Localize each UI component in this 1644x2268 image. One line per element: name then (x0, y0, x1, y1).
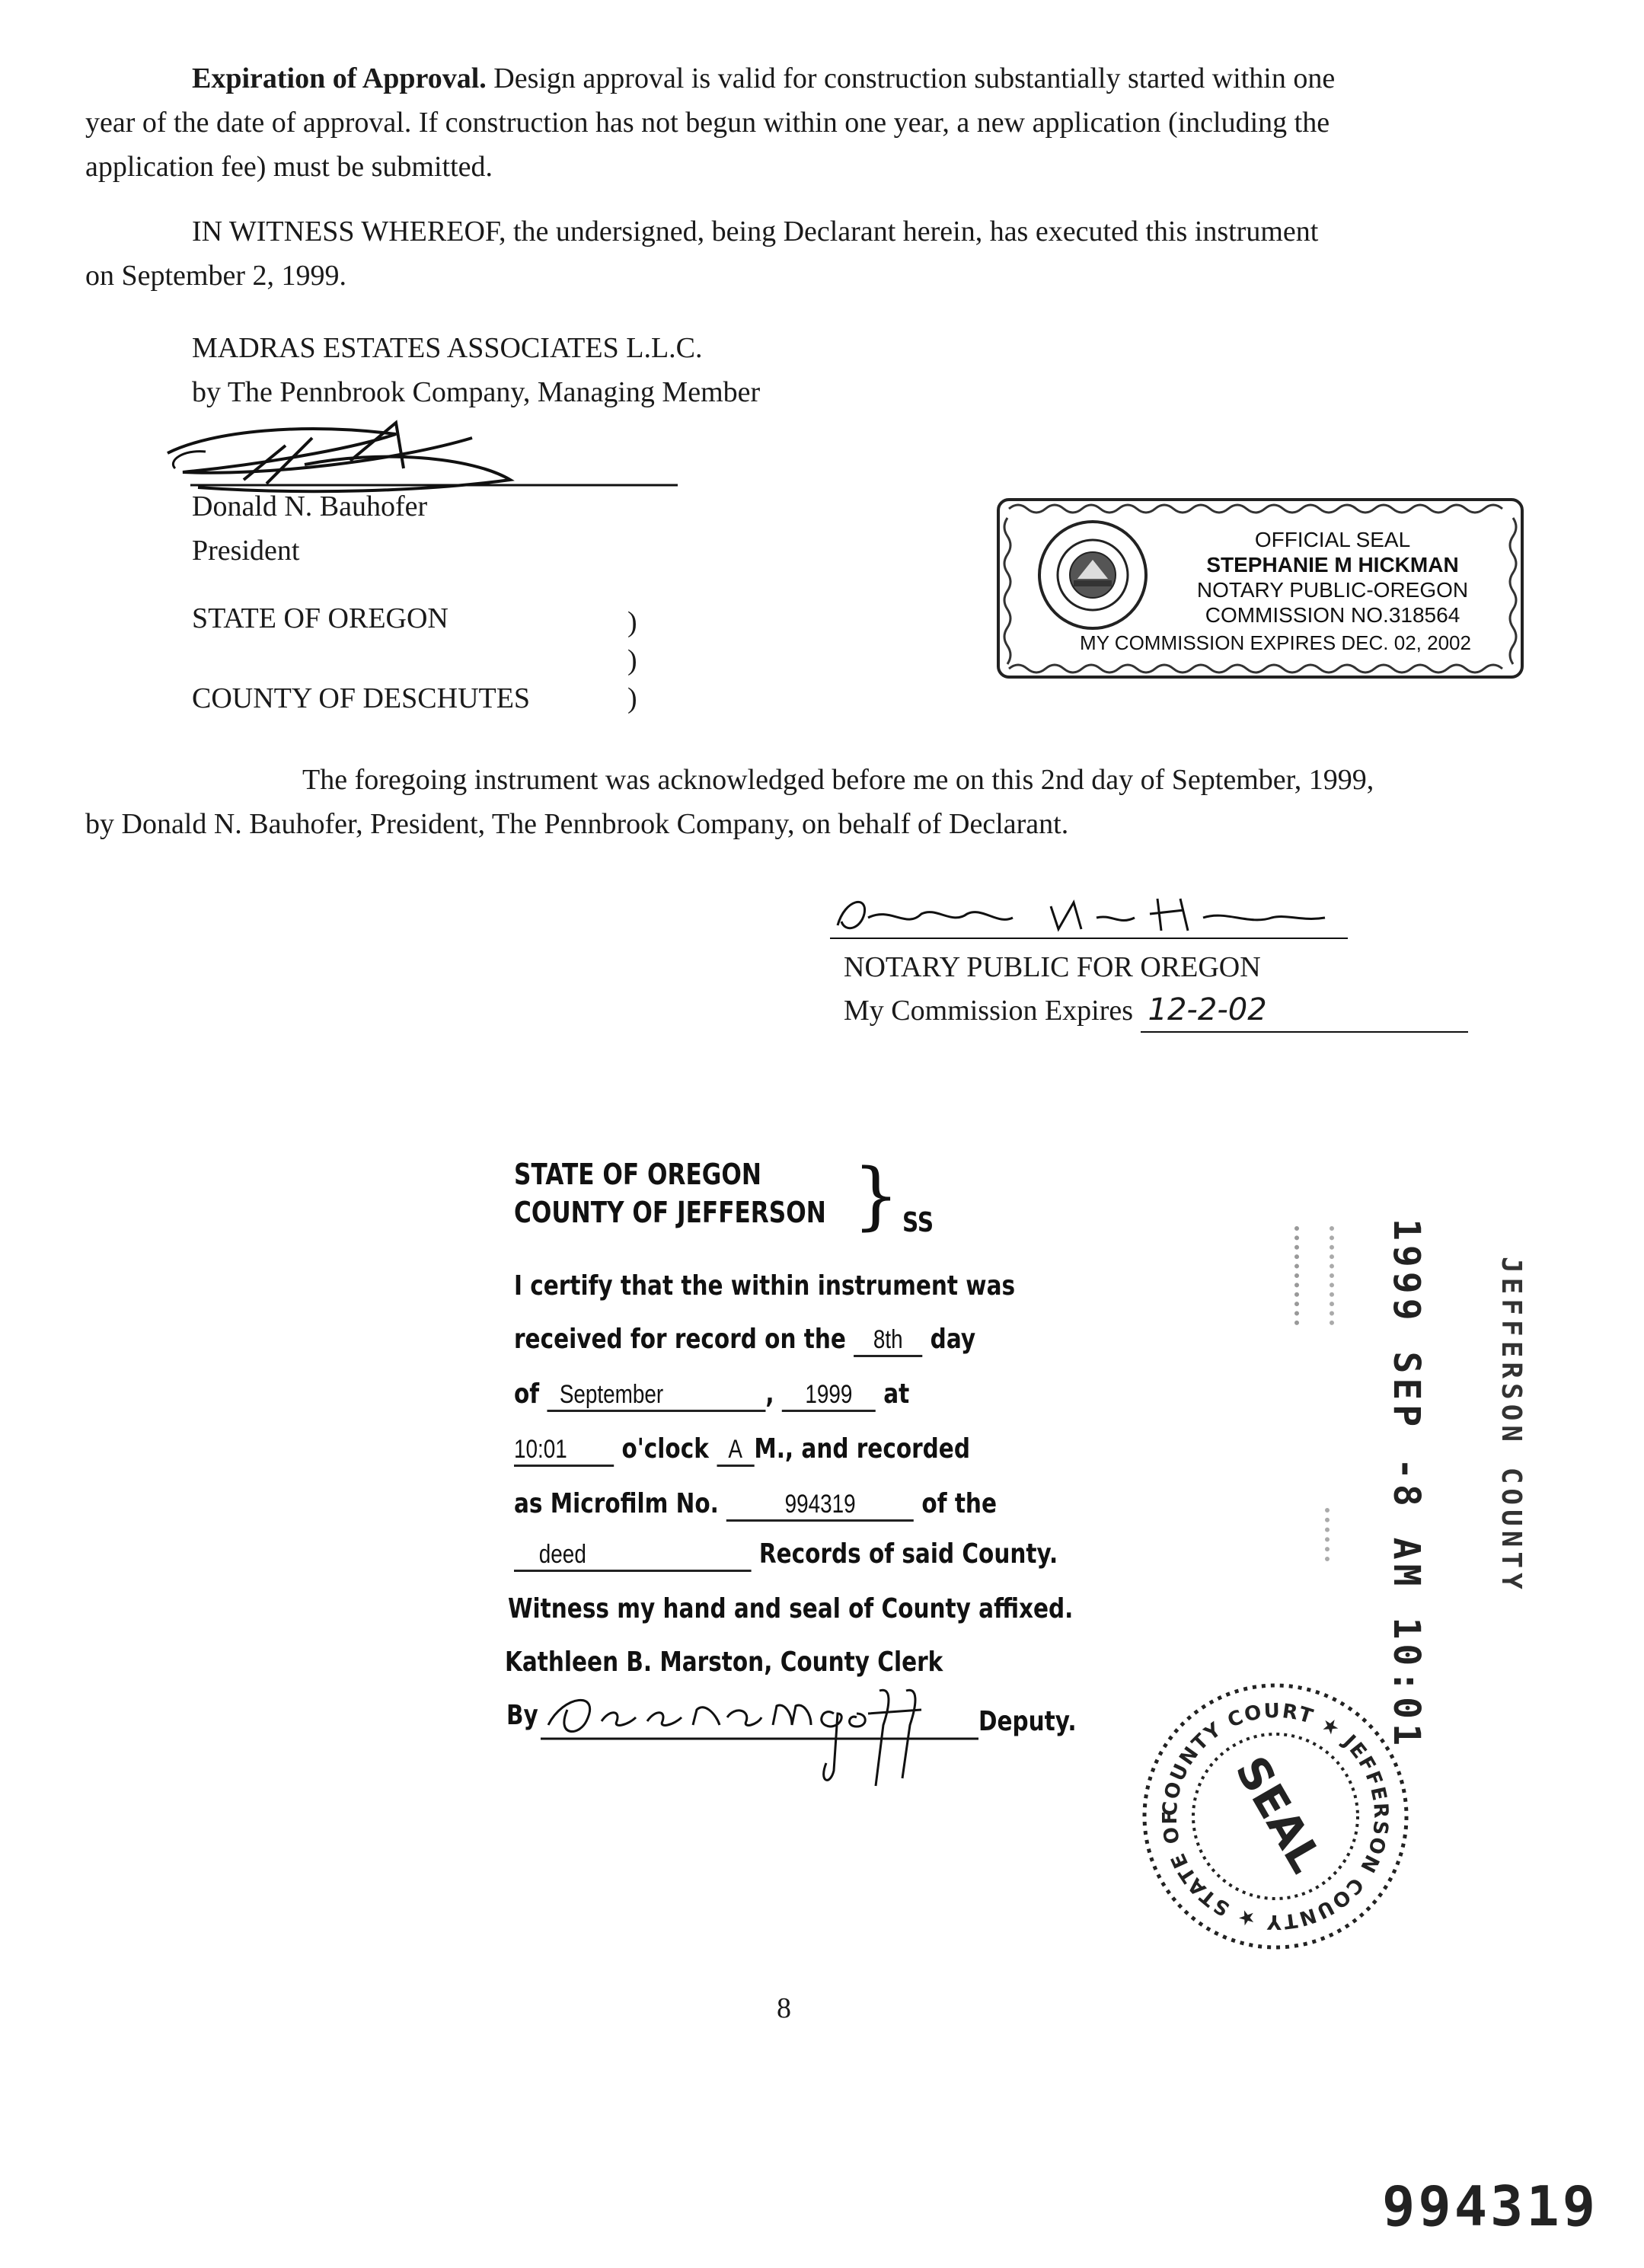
county-seal-graphic (1135, 1675, 1416, 1957)
received-day: 8th (854, 1325, 922, 1357)
seal-notary-name: STEPHANIE M HICKMAN (1206, 553, 1459, 577)
recording-received-line (514, 1324, 975, 1357)
recording-stamp (514, 1153, 1199, 1584)
signer-title: President (192, 535, 300, 567)
expiration-heading: Expiration of Approval. (192, 62, 487, 94)
witness-line-2: on September 2, 1999. (85, 260, 347, 292)
received-year: 1999 (782, 1380, 876, 1412)
declarant-block (192, 326, 953, 414)
microfilm-number: 994319 (726, 1490, 914, 1522)
recording-by-label: By (506, 1700, 538, 1731)
record-type: deed (514, 1540, 752, 1572)
signer-block (192, 484, 649, 573)
deputy-signature (533, 1679, 990, 1794)
received-ampm: A (717, 1435, 754, 1467)
declarant-by-line: by The Pennbrook Company, Managing Member (192, 376, 761, 408)
recording-time-line (514, 1433, 970, 1467)
notary-expires-value: 12-2-02 (1141, 989, 1468, 1033)
received-time: 10:01 (514, 1435, 614, 1467)
recording-county: COUNTY OF JEFFERSON (514, 1196, 826, 1229)
seal-expires: MY COMMISSION EXPIRES DEC. 02, 2002 (1080, 631, 1471, 654)
witness-line-1: IN WITNESS WHEREOF, the undersigned, being Declarant herein, has executed this instrument (192, 216, 1319, 248)
expiration-line-3: application fee) must be submitted. (85, 151, 493, 183)
notary-expires-label: My Commission Expires (844, 995, 1134, 1027)
acknowledgment-paragraph (85, 758, 1524, 846)
received-month: September (547, 1380, 765, 1412)
venue-paren-2: ) (627, 644, 637, 676)
filing-stamp-smudge-2 (1325, 1508, 1349, 1561)
recording-state: STATE OF OREGON (514, 1158, 761, 1191)
county-seal-center: SEAL (1225, 1747, 1333, 1882)
state-seal-emblem (1036, 518, 1150, 632)
received-day-label: day (930, 1324, 976, 1355)
recording-clerk-line: Kathleen B. Marston, County Clerk (505, 1647, 943, 1678)
official-seal-stamp (994, 495, 1527, 682)
venue-state: STATE OF OREGON (192, 602, 449, 634)
expiration-line-2: year of the date of approval. If construction has not begun within one year, a new application (including the (85, 107, 1330, 139)
seal-notary-role: NOTARY PUBLIC-OREGON (1196, 578, 1469, 602)
recording-certify: I certify that the within instrument was (514, 1270, 1016, 1302)
date-of-prefix: of (514, 1378, 540, 1410)
microfilm-of-the: of the (921, 1488, 997, 1519)
page-number: 8 (777, 1992, 791, 2024)
recording-date-line: of September , 1999 at (514, 1378, 909, 1412)
filing-stamp-county: JEFFERSON COUNTY (1496, 1257, 1527, 1594)
notary-title: NOTARY PUBLIC FOR OREGON (844, 951, 1261, 983)
county-seal-ring-text: COUNTY COURT ★ JEFFERSON COUNTY ★ STATE OF (1158, 1699, 1393, 1934)
filing-stamp-datetime: 1999 SEP -8 AM 10:01 (1385, 1219, 1428, 1750)
records-suffix: Records of said County. (758, 1538, 1058, 1570)
recording-records-line (514, 1538, 1058, 1572)
notary-expires-line (844, 989, 1468, 1033)
document-number: 994319 (1382, 2174, 1599, 2238)
received-prefix: received for record on the (514, 1324, 846, 1355)
venue-paren-3: ) (627, 682, 637, 714)
acknowledgment-line-2: by Donald N. Bauhofer, President, The Pennbrook Company, on behalf of Declarant. (85, 808, 1069, 840)
notary-signature (822, 883, 1355, 952)
expiration-line-1: Design approval is valid for construction substantially started within one (493, 62, 1336, 94)
recording-brace: } (853, 1153, 900, 1238)
county-court-seal (1135, 1675, 1416, 1957)
venue-county: COUNTY OF DESCHUTES (192, 682, 531, 714)
seal-text-block (1154, 527, 1512, 628)
recording-microfilm-line (514, 1488, 997, 1522)
oclock-label: o'clock (621, 1433, 709, 1465)
microfilm-prefix: as Microfilm No. (514, 1488, 719, 1519)
date-at-label: at (883, 1378, 910, 1410)
seal-title: OFFICIAL SEAL (1254, 528, 1411, 551)
acknowledgment-line-1: The foregoing instrument was acknowledged before me on this 2nd day of September, 1999, (302, 764, 1374, 796)
witness-paragraph (85, 209, 1517, 298)
expiration-paragraph (85, 56, 1517, 189)
recording-ss: SS (902, 1207, 934, 1238)
signer-name: Donald N. Bauhofer (192, 490, 428, 522)
declarant-company: MADRAS ESTATES ASSOCIATES L.L.C. (192, 332, 703, 364)
filing-stamp-smudge (1294, 1226, 1334, 1325)
venue-paren-1: ) (627, 606, 637, 638)
recording-witness-line: Witness my hand and seal of County affixed. (508, 1593, 1074, 1624)
recording-deputy-label: Deputy. (978, 1706, 1077, 1737)
seal-commission: COMMISSION NO.318564 (1205, 603, 1460, 627)
recorded-suffix: M., and recorded (754, 1433, 970, 1465)
